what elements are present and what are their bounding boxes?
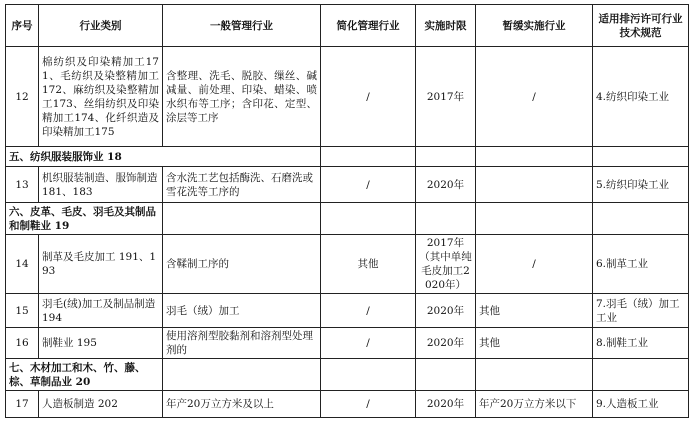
header-deferred: 暂缓实施行业 [476, 5, 593, 47]
row-general: 年产20万立方米及以上 [163, 391, 321, 418]
section-title: 六、皮革、毛皮、羽毛及其制品和制鞋业 19 [6, 203, 163, 235]
row-general: 含鞣制工序的 [163, 235, 321, 294]
row-deferred: 年产20万立方米以下 [476, 391, 593, 418]
table-row [6, 391, 689, 418]
header-spec: 适用排污许可行业技术规范 [593, 5, 689, 47]
row-no: 13 [6, 167, 39, 203]
row-time: 2020年 [416, 167, 476, 203]
row-general: 含水洗工艺包括酶洗、石磨洗或雪花洗等工序的 [163, 167, 321, 203]
row-spec: 6.制革工业 [593, 235, 689, 294]
row-category: 棉纺织及印染精加工171、毛纺织及染整精加工172、麻纺织及染整精加工173、丝绢纺织及印染精加工174、化纤织造及印染精加工175 [39, 47, 163, 147]
row-no: 15 [6, 294, 39, 328]
row-simplified: / [321, 167, 416, 203]
row-simplified: / [321, 294, 416, 328]
table-row [6, 47, 689, 147]
row-spec: 7.羽毛（绒）加工工业 [593, 294, 689, 328]
empty-cell [321, 359, 416, 391]
row-no: 12 [6, 47, 39, 147]
row-no: 14 [6, 235, 39, 294]
empty-cell [321, 147, 416, 167]
row-time: 2020年 [416, 391, 476, 418]
empty-cell [476, 147, 593, 167]
row-deferred: 其他 [476, 328, 593, 359]
row-time: 2017年 [416, 47, 476, 147]
row-simplified: 其他 [321, 235, 416, 294]
row-simplified: / [321, 391, 416, 418]
empty-cell [593, 203, 689, 235]
empty-cell [163, 359, 321, 391]
empty-cell [416, 203, 476, 235]
header-time: 实施时限 [416, 5, 476, 47]
table-row [6, 294, 689, 328]
row-no: 16 [6, 328, 39, 359]
section-title: 七、木材加工和木、竹、藤、棕、草制品业 20 [6, 359, 163, 391]
row-category: 机织服装制造、服饰制造181、183 [39, 167, 163, 203]
permit-industry-table [5, 4, 689, 418]
row-no: 17 [6, 391, 39, 418]
section-row [6, 147, 689, 167]
row-time: 2020年 [416, 328, 476, 359]
row-spec: 8.制鞋工业 [593, 328, 689, 359]
row-general: 羽毛（绒）加工 [163, 294, 321, 328]
table-row [6, 235, 689, 294]
section-title: 五、纺织服装服饰业 18 [6, 147, 321, 167]
section-row [6, 203, 689, 235]
header-general: 一般管理行业 [163, 5, 321, 47]
table-row [6, 167, 689, 203]
header-category: 行业类别 [39, 5, 163, 47]
empty-cell [321, 203, 416, 235]
header-no: 序号 [6, 5, 39, 47]
row-spec: 4.纺织印染工业 [593, 47, 689, 147]
row-spec: 5.纺织印染工业 [593, 167, 689, 203]
row-category: 制革及毛皮加工 191、193 [39, 235, 163, 294]
row-time: 2017年（其中单纯毛皮加工2020年） [416, 235, 476, 294]
row-general: 含整理、洗毛、脱胶、缫丝、碱减量、前处理、印染、蜡染、喷水织布等工序；含印花、定型、涂层等工序 [163, 47, 321, 147]
empty-cell [416, 147, 476, 167]
empty-cell [593, 359, 689, 391]
row-time: 2020年 [416, 294, 476, 328]
row-category: 制鞋业 195 [39, 328, 163, 359]
row-general: 使用溶剂型胶黏剂和溶剂型处理剂的 [163, 328, 321, 359]
empty-cell [416, 359, 476, 391]
table-header-row [6, 5, 689, 47]
empty-cell [476, 203, 593, 235]
row-spec: 9.人造板工业 [593, 391, 689, 418]
row-deferred: 其他 [476, 294, 593, 328]
row-deferred: / [476, 47, 593, 147]
row-category: 人造板制造 202 [39, 391, 163, 418]
row-deferred: / [476, 235, 593, 294]
empty-cell [476, 359, 593, 391]
section-row [6, 359, 689, 391]
row-category: 羽毛(绒)加工及制品制造 194 [39, 294, 163, 328]
table-row [6, 328, 689, 359]
header-simplified: 简化管理行业 [321, 5, 416, 47]
row-simplified: / [321, 328, 416, 359]
empty-cell [163, 203, 321, 235]
row-simplified: / [321, 47, 416, 147]
row-deferred [476, 167, 593, 203]
empty-cell [593, 147, 689, 167]
